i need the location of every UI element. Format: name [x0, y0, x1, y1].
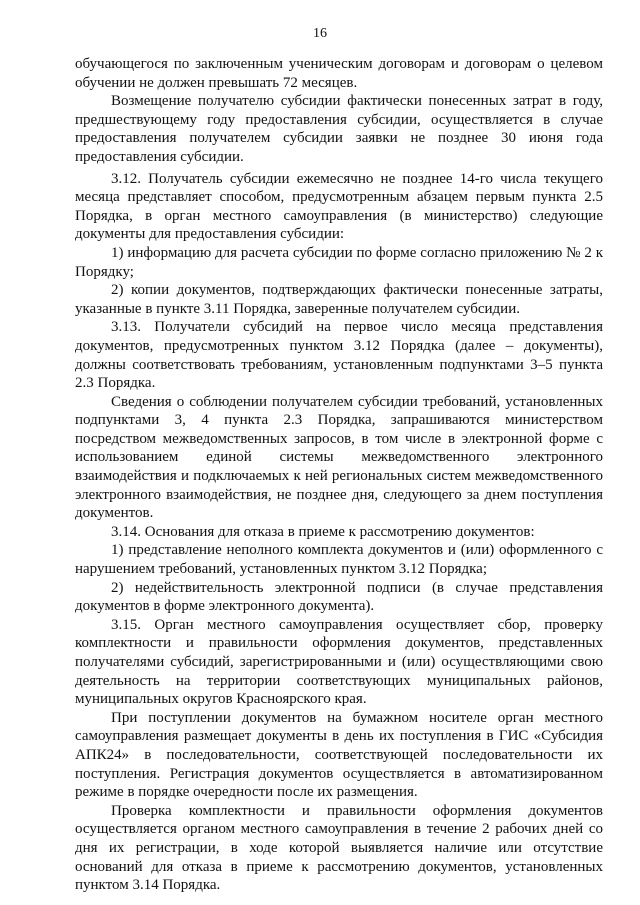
paragraph-3-14-item-2: 2) недействительность электронной подписи (в случае представления документов в форме электронного документа). — [75, 579, 603, 615]
paragraph-3-13-compliance: Сведения о соблюдении получателем субсидии требований, установленных подпунктами 3, 4 пункта 2.3 Порядка, запрашиваются министерством посредством межведомственных запросов, в том числе в электронной форме с использованием единой системы межведомственного электронного взаимодействия и подключаемых к ней региональных систем межведомственного электронного взаимодействия, не позднее дня, следующего за днем поступления документов. — [75, 393, 603, 522]
paragraph-3-15: 3.15. Орган местного самоуправления осуществляет сбор, проверку комплектности и правильности оформления документов, представленных получателями субсидий, зарегистрированными и (или) осуществляющими свою деятельность на территории соответствующих муниципальных районов, муниципальных округов Красноярского края. — [75, 616, 603, 708]
paragraph-3-12-item-2: 2) копии документов, подтверждающих фактически понесенные затраты, указанные в пункте 3.11 Порядка, заверенные получателем субсидии. — [75, 282, 603, 317]
paragraph-reimbursement-previous-year: Возмещение получателю субсидии фактически понесенных затрат в году, предшествующему году предоставления субсидии, осуществляется в случае предоставления получателем субсидии заявки не позднее 30 июня года предоставления субсидии. — [75, 93, 603, 165]
paragraph-3-15-verification: Проверка комплектности и правильности оформления документов осуществляется органом местного самоуправления в течение 2 рабочих дней со дня их регистрации, в ходе которой выявляется наличие или отсутствие оснований для отказа в приеме к рассмотрению документов, установленных пунктом 3.14 Порядка. — [75, 802, 603, 894]
paragraph-3-13: 3.13. Получатели субсидий на первое число месяца представления документов, предусмотренных пунктом 3.12 Порядка (далее – документы), должны соответствовать требованиям, установленным подпунктами 3–5 пункта 2.3 Порядка. — [75, 319, 603, 392]
paragraph-3-15-paper-documents: При поступлении документов на бумажном носителе орган местного самоуправления размещает документы в день их поступления в ГИС «Субсидия АПК24» в последовательности, соответствующей последовательности их поступления. Регистрация документов осуществляется в автоматизированном режиме в порядке очередности после их размещения. — [75, 709, 603, 801]
paragraph-3-12: 3.12. Получатель субсидии ежемесячно не позднее 14-го числа текущего месяца представляет способом, предусмотренным абзацем первым пункта 2.5 Порядка, в орган местного самоуправления (в министерство) следующие документы для предоставления субсидии: — [75, 170, 603, 243]
paragraph-3-14: 3.14. Основания для отказа в приеме к рассмотрению документов: — [111, 523, 535, 540]
paragraph-continuation: обучающегося по заключенным ученическим договорам и договорам о целевом обучении не должен превышать 72 месяцев. — [75, 56, 603, 91]
paragraph-3-14-item-1: 1) представление неполного комплекта документов и (или) оформленного с нарушением требований, установленных пунктом 3.12 Порядка; — [75, 542, 603, 578]
paragraph-3-12-item-1: 1) информацию для расчета субсидии по форме согласно приложению № 2 к Порядку; — [75, 244, 603, 280]
page-number: 16 — [313, 26, 327, 41]
document-body — [75, 55, 603, 895]
